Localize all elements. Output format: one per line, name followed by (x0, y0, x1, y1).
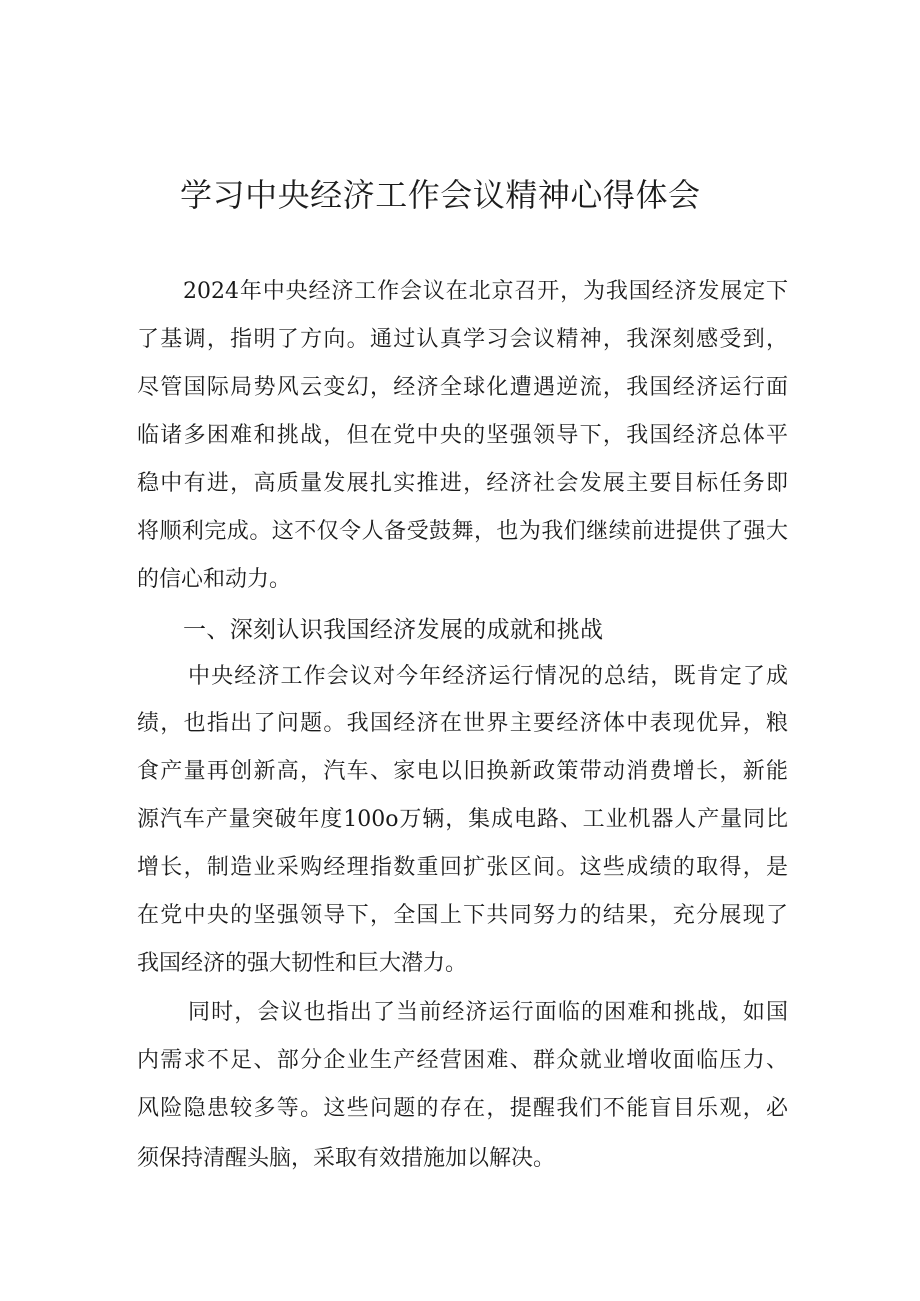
text-line: 风险隐患较多等。这些问题的存在，提醒我们不能盲目乐观，必 (137, 1096, 788, 1121)
text-line: 的信心和动力。 (137, 567, 292, 592)
text-line: 内需求不足、部分企业生产经营困难、群众就业增收面临压力、 (137, 1048, 788, 1073)
section-heading: 一、深刻认识我国经济发展的成就和挑战 (183, 617, 603, 643)
text-line: 同时，会议也指出了当前经济运行面临的困难和挑战，如国 (188, 1000, 788, 1025)
text-line: 了基调，指明了方向。通过认真学习会议精神，我深刻感受到， (137, 327, 788, 352)
text-line: 须保持清醒头脑，采取有效措施加以解决。 (137, 1146, 556, 1171)
text-line: 绩，也指出了问题。我国经济在世界主要经济体中表现优异，粮 (137, 711, 788, 736)
text-line: 2024年中央经济工作会议在北京召开，为我国经济发展定下 (183, 279, 788, 304)
text-line: 我国经济的强大韧性和巨大潜力。 (137, 951, 468, 976)
text-line: 在党中央的坚强领导下，全国上下共同努力的结果，充分展现了 (137, 903, 788, 928)
text-line: 临诸多困难和挑战，但在党中央的坚强领导下，我国经济总体平 (137, 423, 788, 448)
text-line: 稳中有进，高质量发展扎实推进，经济社会发展主要目标任务即 (137, 471, 788, 496)
text-line: 将顺利完成。这不仅令人备受鼓舞，也为我们继续前进提供了强大 (137, 519, 788, 544)
text-line: 增长，制造业采购经理指数重回扩张区间。这些成绩的取得，是 (137, 855, 788, 880)
text-line: 食产量再创新高，汽车、家电以旧换新政策带动消费增长，新能 (137, 759, 788, 784)
text-line: 中央经济工作会议对今年经济运行情况的总结，既肯定了成 (188, 664, 788, 689)
text-line: 源汽车产量突破年度100o万辆，集成电路、工业机器人产量同比 (137, 807, 788, 832)
text-line: 尽管国际局势风云变幻，经济全球化遭遇逆流，我国经济运行面 (137, 375, 788, 400)
document-title: 学习中央经济工作会议精神心得体会 (180, 176, 700, 214)
